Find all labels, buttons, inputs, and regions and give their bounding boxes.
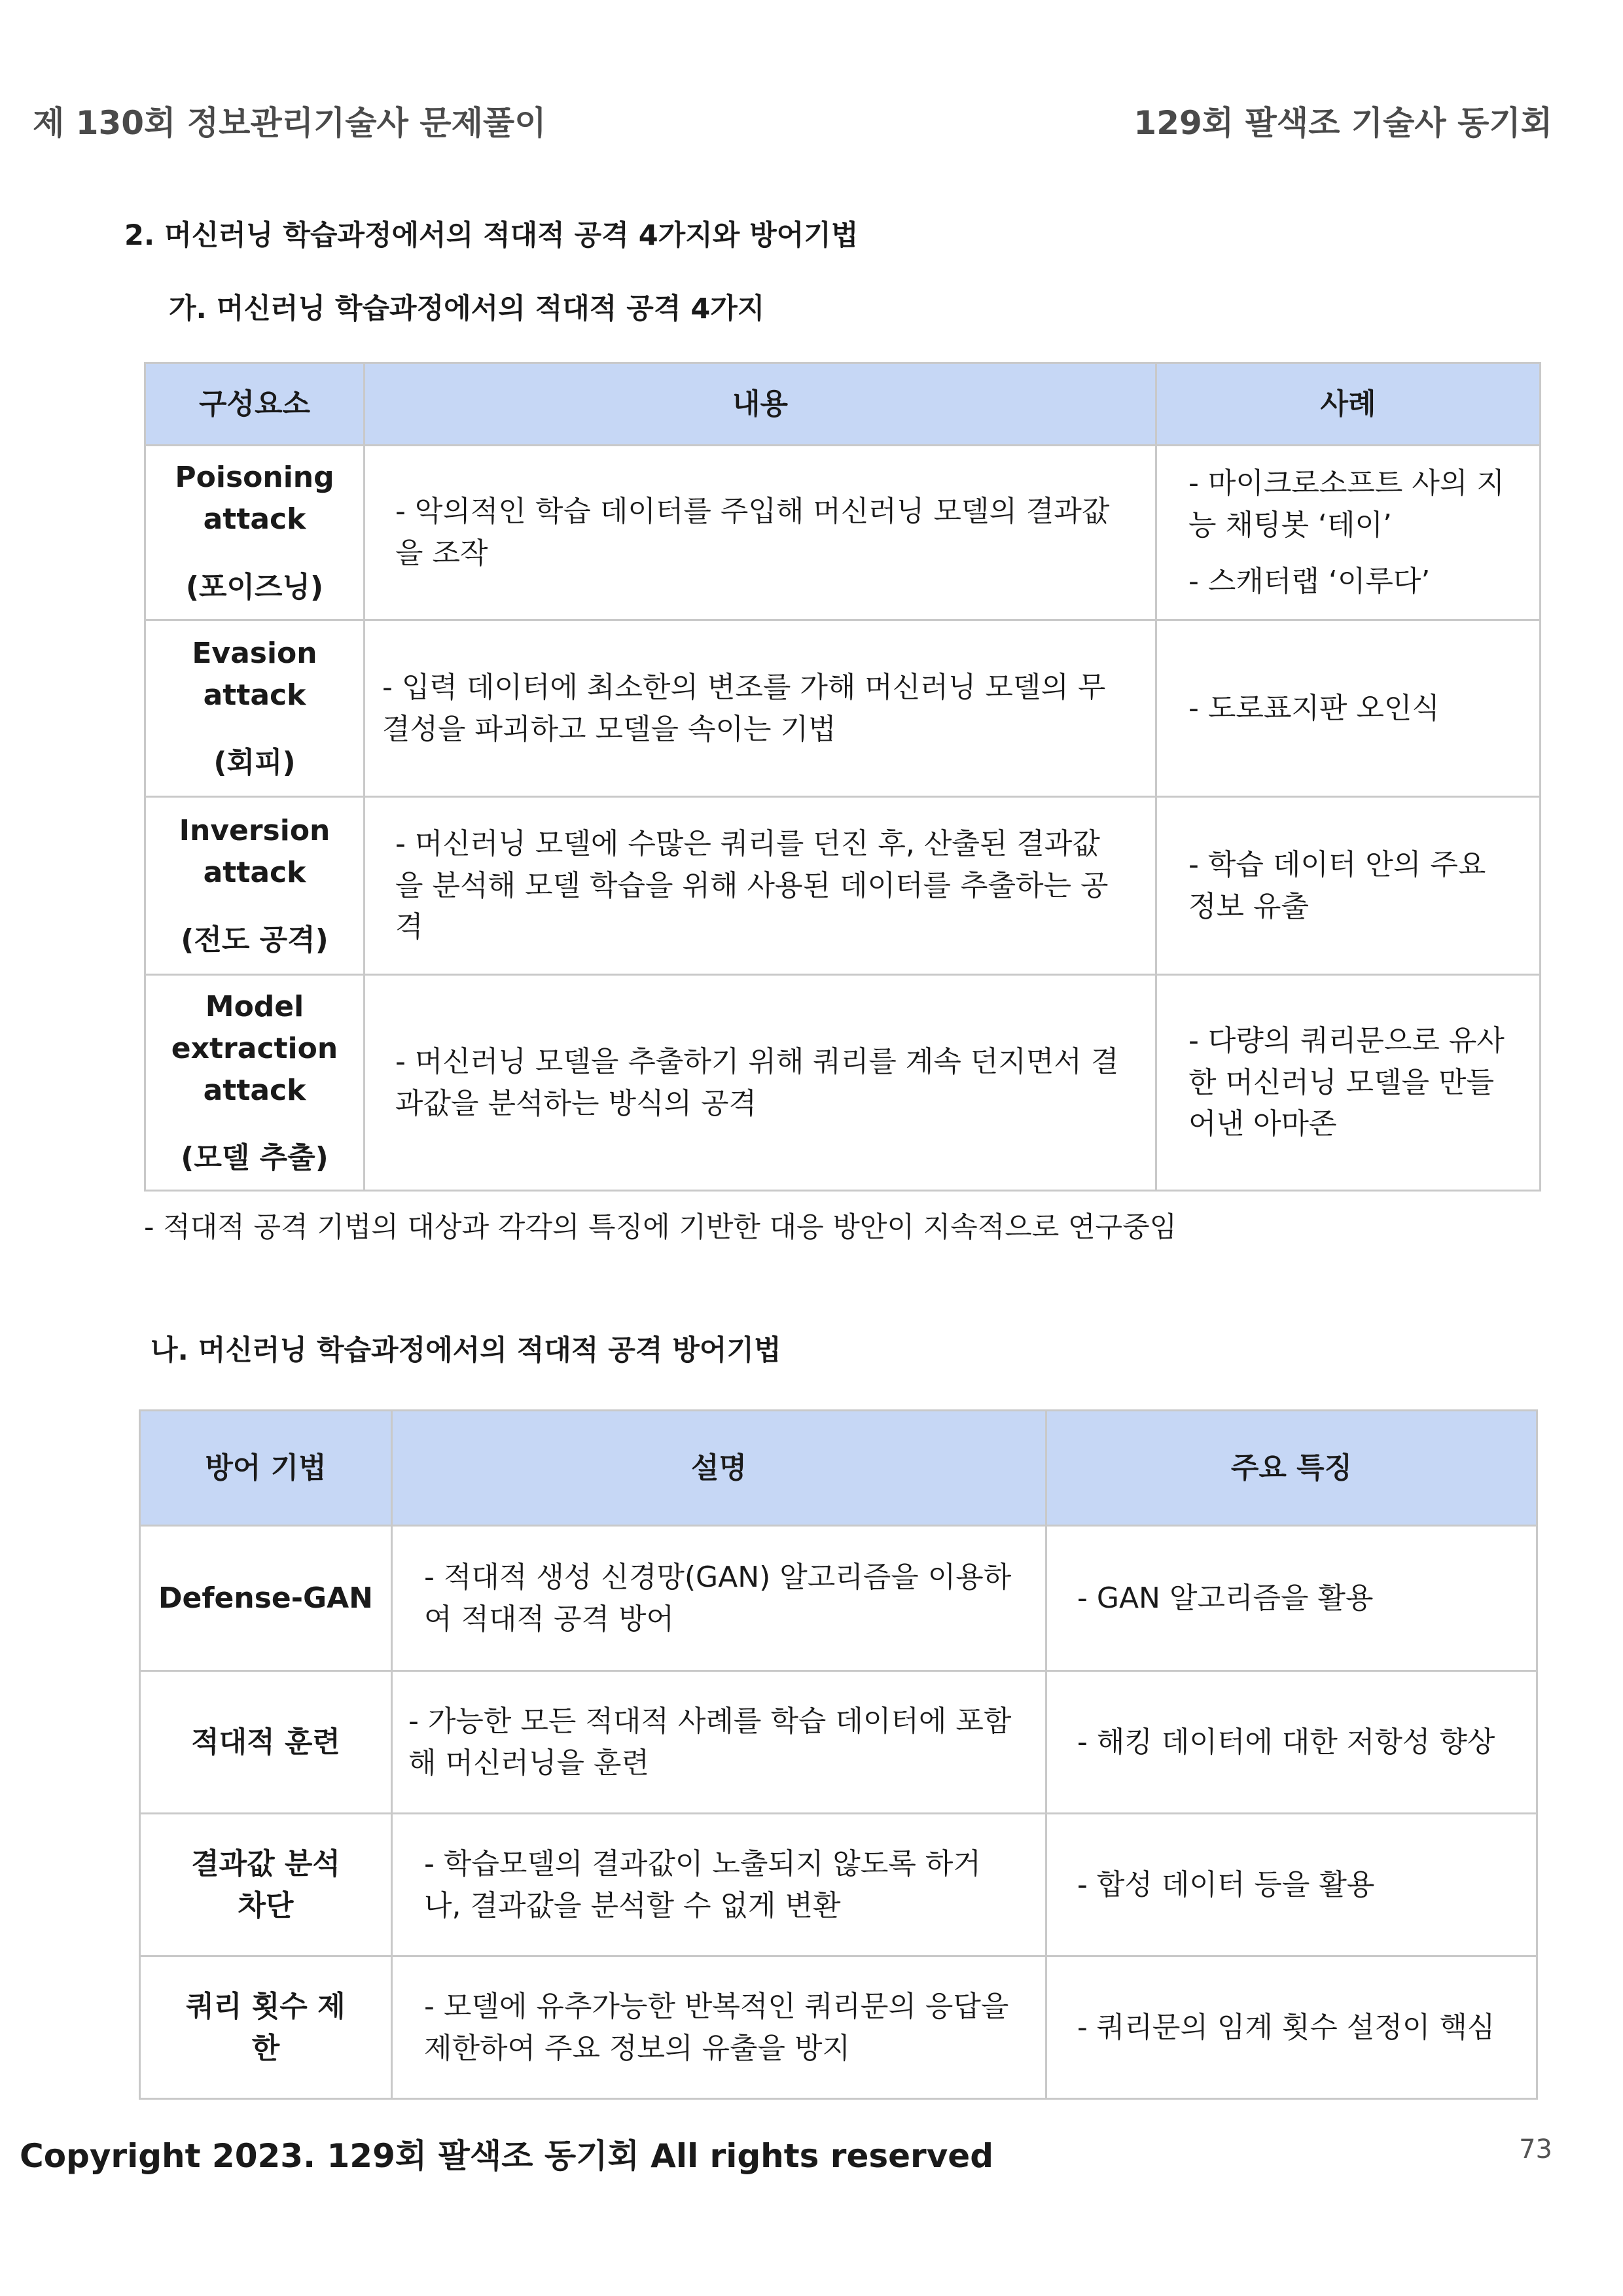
defense-name-cell: 쿼리 횟수 제한 (140, 1956, 392, 2099)
attack-case-cell (1156, 446, 1541, 620)
defense-header-method: 방어 기법 (140, 1411, 392, 1526)
attack-table-header-row (145, 363, 1541, 446)
attack-content-cell: - 머신러닝 모델에 수많은 쿼리를 던진 후, 산출된 결과값을 분석해 모델 학습을 위해 사용된 데이터를 추출하는 공격 (365, 797, 1156, 975)
attack-name-en: Inversion (179, 813, 330, 847)
attack-name-cell (145, 975, 365, 1191)
table-row (145, 975, 1541, 1191)
header-right-title: 129회 팔색조 기술사 동기회 (1133, 104, 1552, 142)
attack-name-cell (145, 797, 365, 975)
defense-table-header-row (140, 1411, 1537, 1526)
attack-name-en: Model (205, 989, 304, 1023)
subsection-a-title: 가. 머신러닝 학습과정에서의 적대적 공격 4가지 (169, 292, 765, 325)
attack-name-ko: (회피) (213, 746, 296, 780)
attack-case-cell (1156, 975, 1541, 1191)
defense-header-desc: 설명 (392, 1411, 1046, 1526)
defense-feature-cell: - GAN 알고리즘을 활용 (1046, 1526, 1537, 1671)
defense-feature-cell: - 쿼리문의 임계 횟수 설정이 핵심 (1046, 1956, 1537, 2099)
attack-case-line: - 학습 데이터 안의 주요정보 유출 (1188, 847, 1486, 923)
defense-desc-cell: - 모델에 유추가능한 반복적인 쿼리문의 응답을 제한하여 주요 정보의 유출을 방지 (392, 1956, 1046, 2099)
attack-name-en: extraction (171, 1031, 338, 1065)
attack-case-line: - 도로표지판 오인식 (1188, 691, 1440, 725)
defense-desc-cell: - 학습모델의 결과값이 노출되지 않도록 하거나, 결과값을 분석할 수 없게 변환 (392, 1814, 1046, 1956)
attack-name-en: attack (203, 503, 306, 537)
attack-content-cell: - 입력 데이터에 최소한의 변조를 가해 머신러닝 모델의 무결성을 파괴하고 모델을 속이는 기법 (365, 620, 1156, 797)
attack-name-en: attack (203, 855, 306, 889)
subsection-b-title: 나. 머신러닝 학습과정에서의 적대적 공격 방어기법 (151, 1334, 781, 1367)
attack-case-line: - 다량의 쿼리문으로 유사한 머신러닝 모델을 만들어낸 아마존 (1188, 1023, 1505, 1141)
attack-content-cell: - 악의적인 학습 데이터를 주입해 머신러닝 모델의 결과값을 조작 (365, 446, 1156, 620)
table-row (140, 1956, 1537, 2099)
section-title: 2. 머신러닝 학습과정에서의 적대적 공격 4가지와 방어기법 (124, 219, 859, 252)
table-row (145, 446, 1541, 620)
attack-header-case: 사례 (1156, 363, 1541, 446)
attack-case-cell (1156, 797, 1541, 975)
defense-name-cell: Defense-GAN (140, 1526, 392, 1671)
table-row (140, 1671, 1537, 1814)
attack-case-cell (1156, 620, 1541, 797)
attack-header-component: 구성요소 (145, 363, 365, 446)
attack-name-en: Evasion (192, 636, 317, 670)
attack-case-line: - 스캐터랩 ‘이루다’ (1188, 564, 1431, 598)
attack-name-ko: (모델 추출) (181, 1141, 329, 1175)
page-number: 73 (1519, 2134, 1552, 2164)
attack-content-cell: - 머신러닝 모델을 추출하기 위해 쿼리를 계속 던지면서 결과값을 분석하는 방식의 공격 (365, 975, 1156, 1191)
table-row (145, 620, 1541, 797)
table-row (140, 1526, 1537, 1671)
defense-feature-cell: - 합성 데이터 등을 활용 (1046, 1814, 1537, 1956)
attack-table (144, 362, 1541, 1192)
attack-case-line: - 마이크로소프트 사의 지능 채팅봇 ‘테이’ (1188, 467, 1505, 542)
attack-header-content: 내용 (365, 363, 1156, 446)
defense-table (139, 1409, 1538, 2100)
table-row (140, 1814, 1537, 1956)
attack-name-cell (145, 620, 365, 797)
defense-feature-cell: - 해킹 데이터에 대한 저항성 향상 (1046, 1671, 1537, 1814)
attack-name-en: attack (203, 1073, 306, 1107)
defense-name-cell: 적대적 훈련 (140, 1671, 392, 1814)
attack-name-en: Poisoning (175, 461, 334, 495)
attack-name-ko: (포이즈닝) (185, 570, 324, 604)
defense-header-feature: 주요 특징 (1046, 1411, 1537, 1526)
attack-name-cell (145, 446, 365, 620)
defense-name-cell: 결과값 분석 차단 (140, 1814, 392, 1956)
defense-desc-cell: - 가능한 모든 적대적 사례를 학습 데이터에 포함해 머신러닝을 훈련 (392, 1671, 1046, 1814)
table-row (145, 797, 1541, 975)
attack-name-ko: (전도 공격) (181, 923, 329, 957)
defense-desc-cell: - 적대적 생성 신경망(GAN) 알고리즘을 이용하여 적대적 공격 방어 (392, 1526, 1046, 1671)
attack-name-en: attack (203, 678, 306, 712)
header-left-title: 제 130회 정보관리기술사 문제풀이 (33, 104, 546, 142)
footer-copyright: Copyright 2023. 129회 팔색조 동기회 All rights reserved (20, 2137, 994, 2175)
attack-note: - 적대적 공격 기법의 대상과 각각의 특징에 기반한 대응 방안이 지속적으로 연구중임 (144, 1211, 1177, 1244)
